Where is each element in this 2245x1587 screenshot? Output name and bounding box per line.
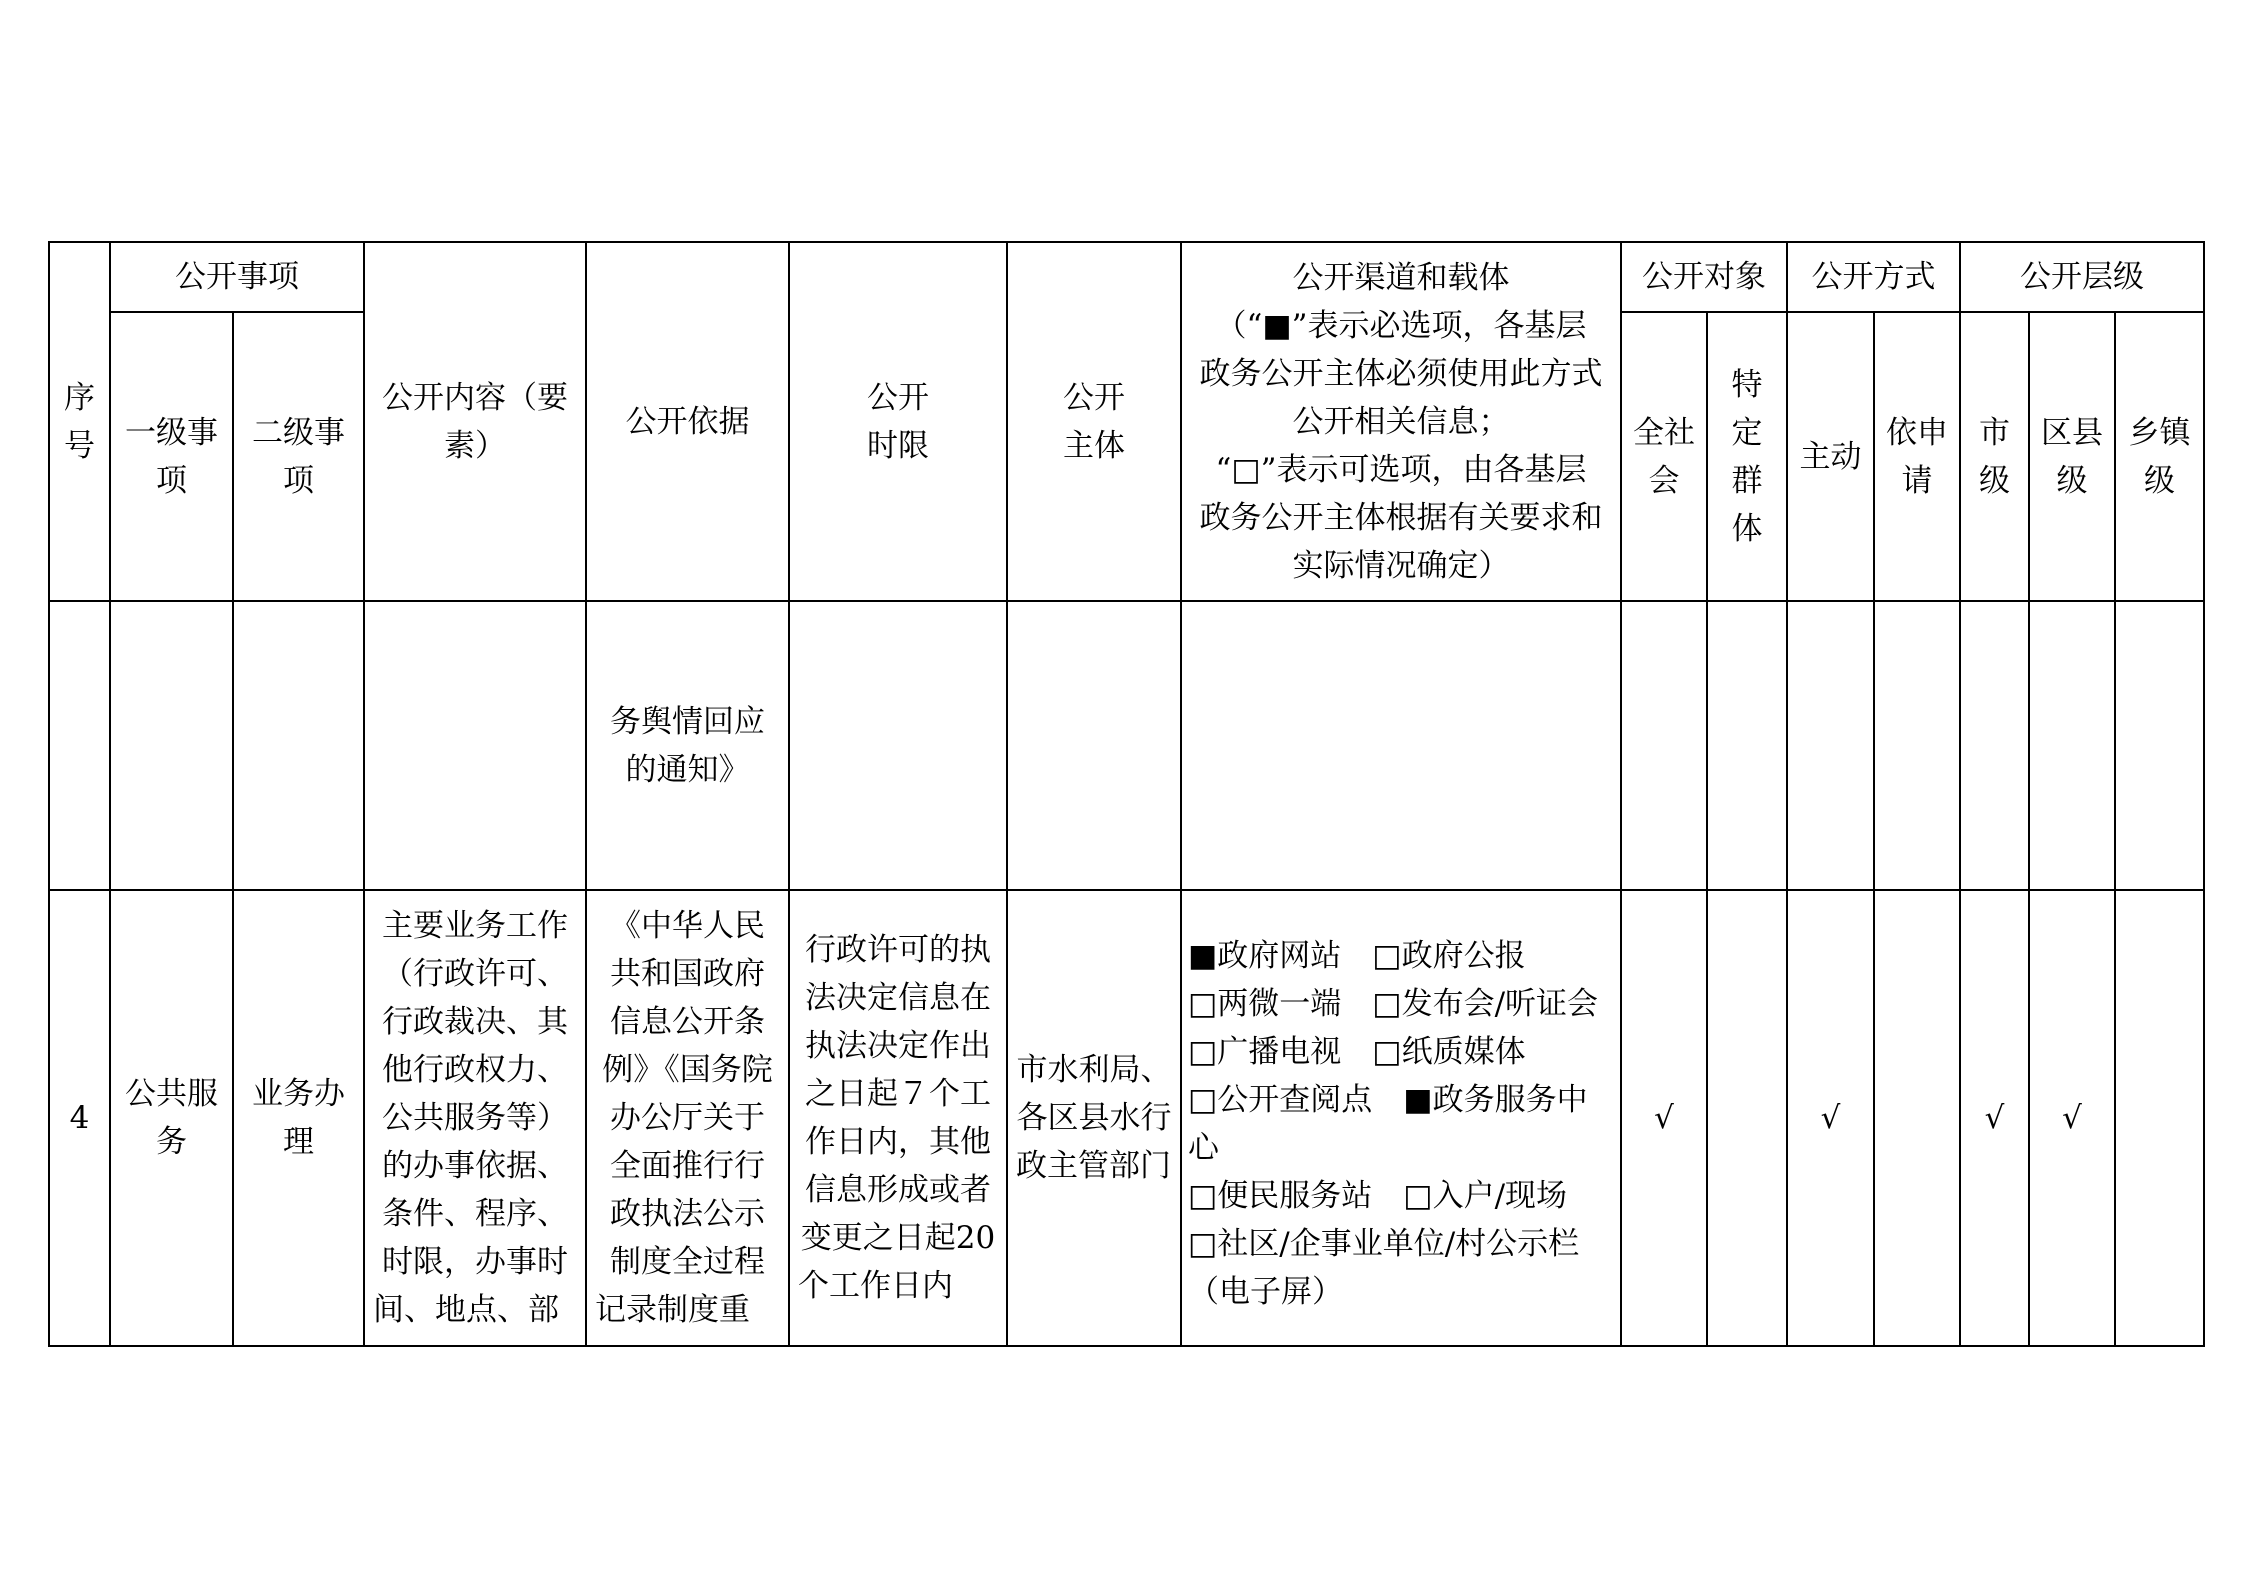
cell-empty: [789, 601, 1007, 890]
cell-empty: [2029, 601, 2115, 890]
cell-channels: [1181, 890, 1621, 1346]
check-target-all: √: [1621, 890, 1707, 1346]
header-level-town: 乡镇 级: [2115, 312, 2204, 601]
header-level-city: 市 级: [1960, 312, 2029, 601]
cell-empty: [49, 601, 110, 890]
cell-content: 主要业务工作（行政许可、行政裁决、其他行政权力、公共服务等）的办事依据、条件、程序、时限，办事时间、地点、部: [364, 890, 586, 1346]
table-row: [49, 601, 2204, 890]
cell-seq: 4: [49, 890, 110, 1346]
header-mode-group: 公开方式: [1787, 242, 1960, 312]
header-seq: 序 号: [49, 242, 110, 601]
cell-empty: [1874, 601, 1960, 890]
check-level-city: √: [1960, 890, 2029, 1346]
check-level-county: √: [2029, 890, 2115, 1346]
cell-basis-continuation: 务舆情回应 的通知》: [586, 601, 789, 890]
header-level-county: 区县 级: [2029, 312, 2115, 601]
cell-item-l1: 公共服 务: [110, 890, 233, 1346]
channel-line: □社区/企事业单位/村公示栏（电子屏）: [1188, 1226, 1580, 1310]
cell-empty: [1621, 601, 1707, 890]
cell-item-l2: 业务办 理: [233, 890, 364, 1346]
header-item-l2: 二级事 项: [233, 312, 364, 601]
header-item-group: 公开事项: [110, 242, 364, 312]
header-target-group: 公开对象: [1621, 242, 1787, 312]
cell-empty: [110, 601, 233, 890]
header-level-group: 公开层级: [1960, 242, 2204, 312]
header-target-specific: 特 定 群 体: [1707, 312, 1787, 601]
disclosure-table: [48, 241, 2205, 1347]
header-row-1: [49, 242, 2204, 312]
cell-empty: [1181, 601, 1621, 890]
cell-empty: [1707, 601, 1787, 890]
channel-line: □广播电视 □纸质媒体: [1188, 1034, 1526, 1070]
cell-empty: [1960, 601, 2029, 890]
cell-empty: [2115, 601, 2204, 890]
header-channel: 公开渠道和载体 （“■”表示必选项，各基层 政务公开主体必须使用此方式 公开相关信息； “□”表示可选项，由各基层 政务公开主体根据有关要求和 实际情况确定）: [1181, 242, 1621, 601]
channel-line: □便民服务站 □入户/现场: [1188, 1178, 1568, 1214]
header-mode-active: 主动: [1787, 312, 1874, 601]
header-target-all: 全社 会: [1621, 312, 1707, 601]
check-level-town: [2115, 890, 2204, 1346]
cell-empty: [233, 601, 364, 890]
header-content: 公开内容（要 素）: [364, 242, 586, 601]
table-row: [49, 890, 2204, 1346]
check-mode-active: √: [1787, 890, 1874, 1346]
header-subject: 公开 主体: [1007, 242, 1181, 601]
check-target-specific: [1707, 890, 1787, 1346]
channel-line: ■政府网站 □政府公报: [1188, 938, 1526, 974]
cell-subject: 市水利局、各区县水行政主管部门: [1007, 890, 1181, 1346]
cell-basis: 《中华人民共和国政府信息公开条例》《国务院办公厅关于全面推行行政执法公示制度全过程记录制度重: [586, 890, 789, 1346]
cell-empty: [1787, 601, 1874, 890]
header-basis: 公开依据: [586, 242, 789, 601]
header-item-l1: 一级事 项: [110, 312, 233, 601]
header-mode-apply: 依申 请: [1874, 312, 1960, 601]
cell-empty: [1007, 601, 1181, 890]
check-mode-apply: [1874, 890, 1960, 1346]
cell-empty: [364, 601, 586, 890]
channel-line: □两微一端 □发布会/听证会: [1188, 986, 1599, 1022]
cell-time-limit: 行政许可的执法决定信息在执法决定作出之日起７个工作日内，其他信息形成或者变更之日起20个工作日内: [789, 890, 1007, 1346]
header-time-limit: 公开 时限: [789, 242, 1007, 601]
channel-line: □公开查阅点 ■政务服务中心: [1188, 1082, 1588, 1166]
